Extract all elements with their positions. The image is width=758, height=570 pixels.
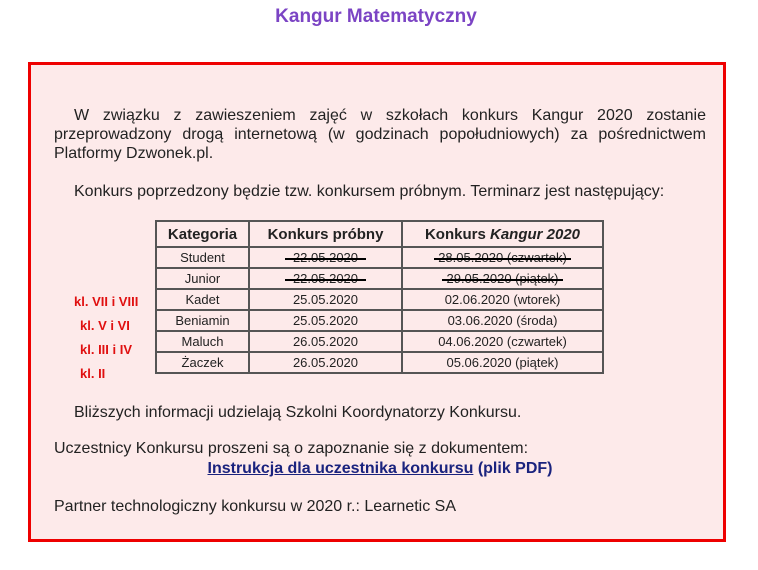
info-paragraph: Bliższych informacji udzielają Szkolni Koordynatorzy Konkursu. xyxy=(74,404,522,421)
schedule-intro-paragraph: Konkurs poprzedzony będzie tzw. konkursem próbnym. Terminarz jest następujący: xyxy=(74,183,665,200)
class-label-kadet: kl. VII i VIII xyxy=(74,294,139,309)
participants-paragraph: Uczestnicy Konkursu proszeni są o zapoznanie się z dokumentem: xyxy=(54,440,529,457)
cell-category: Student xyxy=(156,247,249,268)
cell-main-struck: 29.05.2020 (piątek) xyxy=(446,271,559,286)
cell-trial: 25.05.2020 xyxy=(249,310,402,331)
cell-trial xyxy=(249,247,402,268)
intro-paragraph: W związku z zawieszeniem zajęć w szkołach konkurs Kangur 2020 zostanie przeprowadzony drogą internetową (w godzinach popołudniowych) za pośrednictwem Platformy Dzwonek.pl. xyxy=(54,107,706,162)
header-category: Kategoria xyxy=(156,221,249,247)
header-main xyxy=(402,221,603,247)
table-row xyxy=(156,289,603,310)
cell-main xyxy=(402,268,603,289)
cell-main xyxy=(402,247,603,268)
table-row xyxy=(156,331,603,352)
partner-paragraph: Partner technologiczny konkursu w 2020 r.: Learnetic SA xyxy=(54,498,456,515)
document-link-line xyxy=(31,460,729,478)
header-trial: Konkurs próbny xyxy=(249,221,402,247)
header-main-prefix: Konkurs xyxy=(424,225,490,243)
cell-main: 03.06.2020 (środa) xyxy=(402,310,603,331)
table-header-row xyxy=(156,221,603,247)
cell-trial: 26.05.2020 xyxy=(249,331,402,352)
cell-trial: 25.05.2020 xyxy=(249,289,402,310)
table-row xyxy=(156,352,603,373)
cell-category: Maluch xyxy=(156,331,249,352)
class-label-beniamin: kl. V i VI xyxy=(80,318,130,333)
header-main-name: Kangur 2020 xyxy=(489,225,581,243)
schedule-table xyxy=(155,220,604,374)
cell-main: 04.06.2020 (czwartek) xyxy=(402,331,603,352)
cell-trial: 26.05.2020 xyxy=(249,352,402,373)
cell-trial-struck: 22.05.2020 xyxy=(292,250,359,265)
table-row xyxy=(156,247,603,268)
table-row xyxy=(156,310,603,331)
cell-category: Junior xyxy=(156,268,249,289)
cell-category: Beniamin xyxy=(156,310,249,331)
cell-category: Kadet xyxy=(156,289,249,310)
document-link-suffix: (plik PDF) xyxy=(473,460,553,477)
cell-main: 02.06.2020 (wtorek) xyxy=(402,289,603,310)
page-title: Kangur Matematyczny xyxy=(275,6,477,27)
cell-trial-struck: 22.05.2020 xyxy=(292,271,359,286)
cell-category: Żaczek xyxy=(156,352,249,373)
cell-main: 05.06.2020 (piątek) xyxy=(402,352,603,373)
class-label-maluch: kl. III i IV xyxy=(80,342,133,357)
class-label-zaczek: kl. II xyxy=(80,366,106,381)
notice-box xyxy=(28,62,726,542)
cell-main-struck: 28.05.2020 (czwartek) xyxy=(438,250,567,265)
cell-trial xyxy=(249,268,402,289)
table-row xyxy=(156,268,603,289)
document-link[interactable]: Instrukcja dla uczestnika konkursu xyxy=(207,460,474,477)
